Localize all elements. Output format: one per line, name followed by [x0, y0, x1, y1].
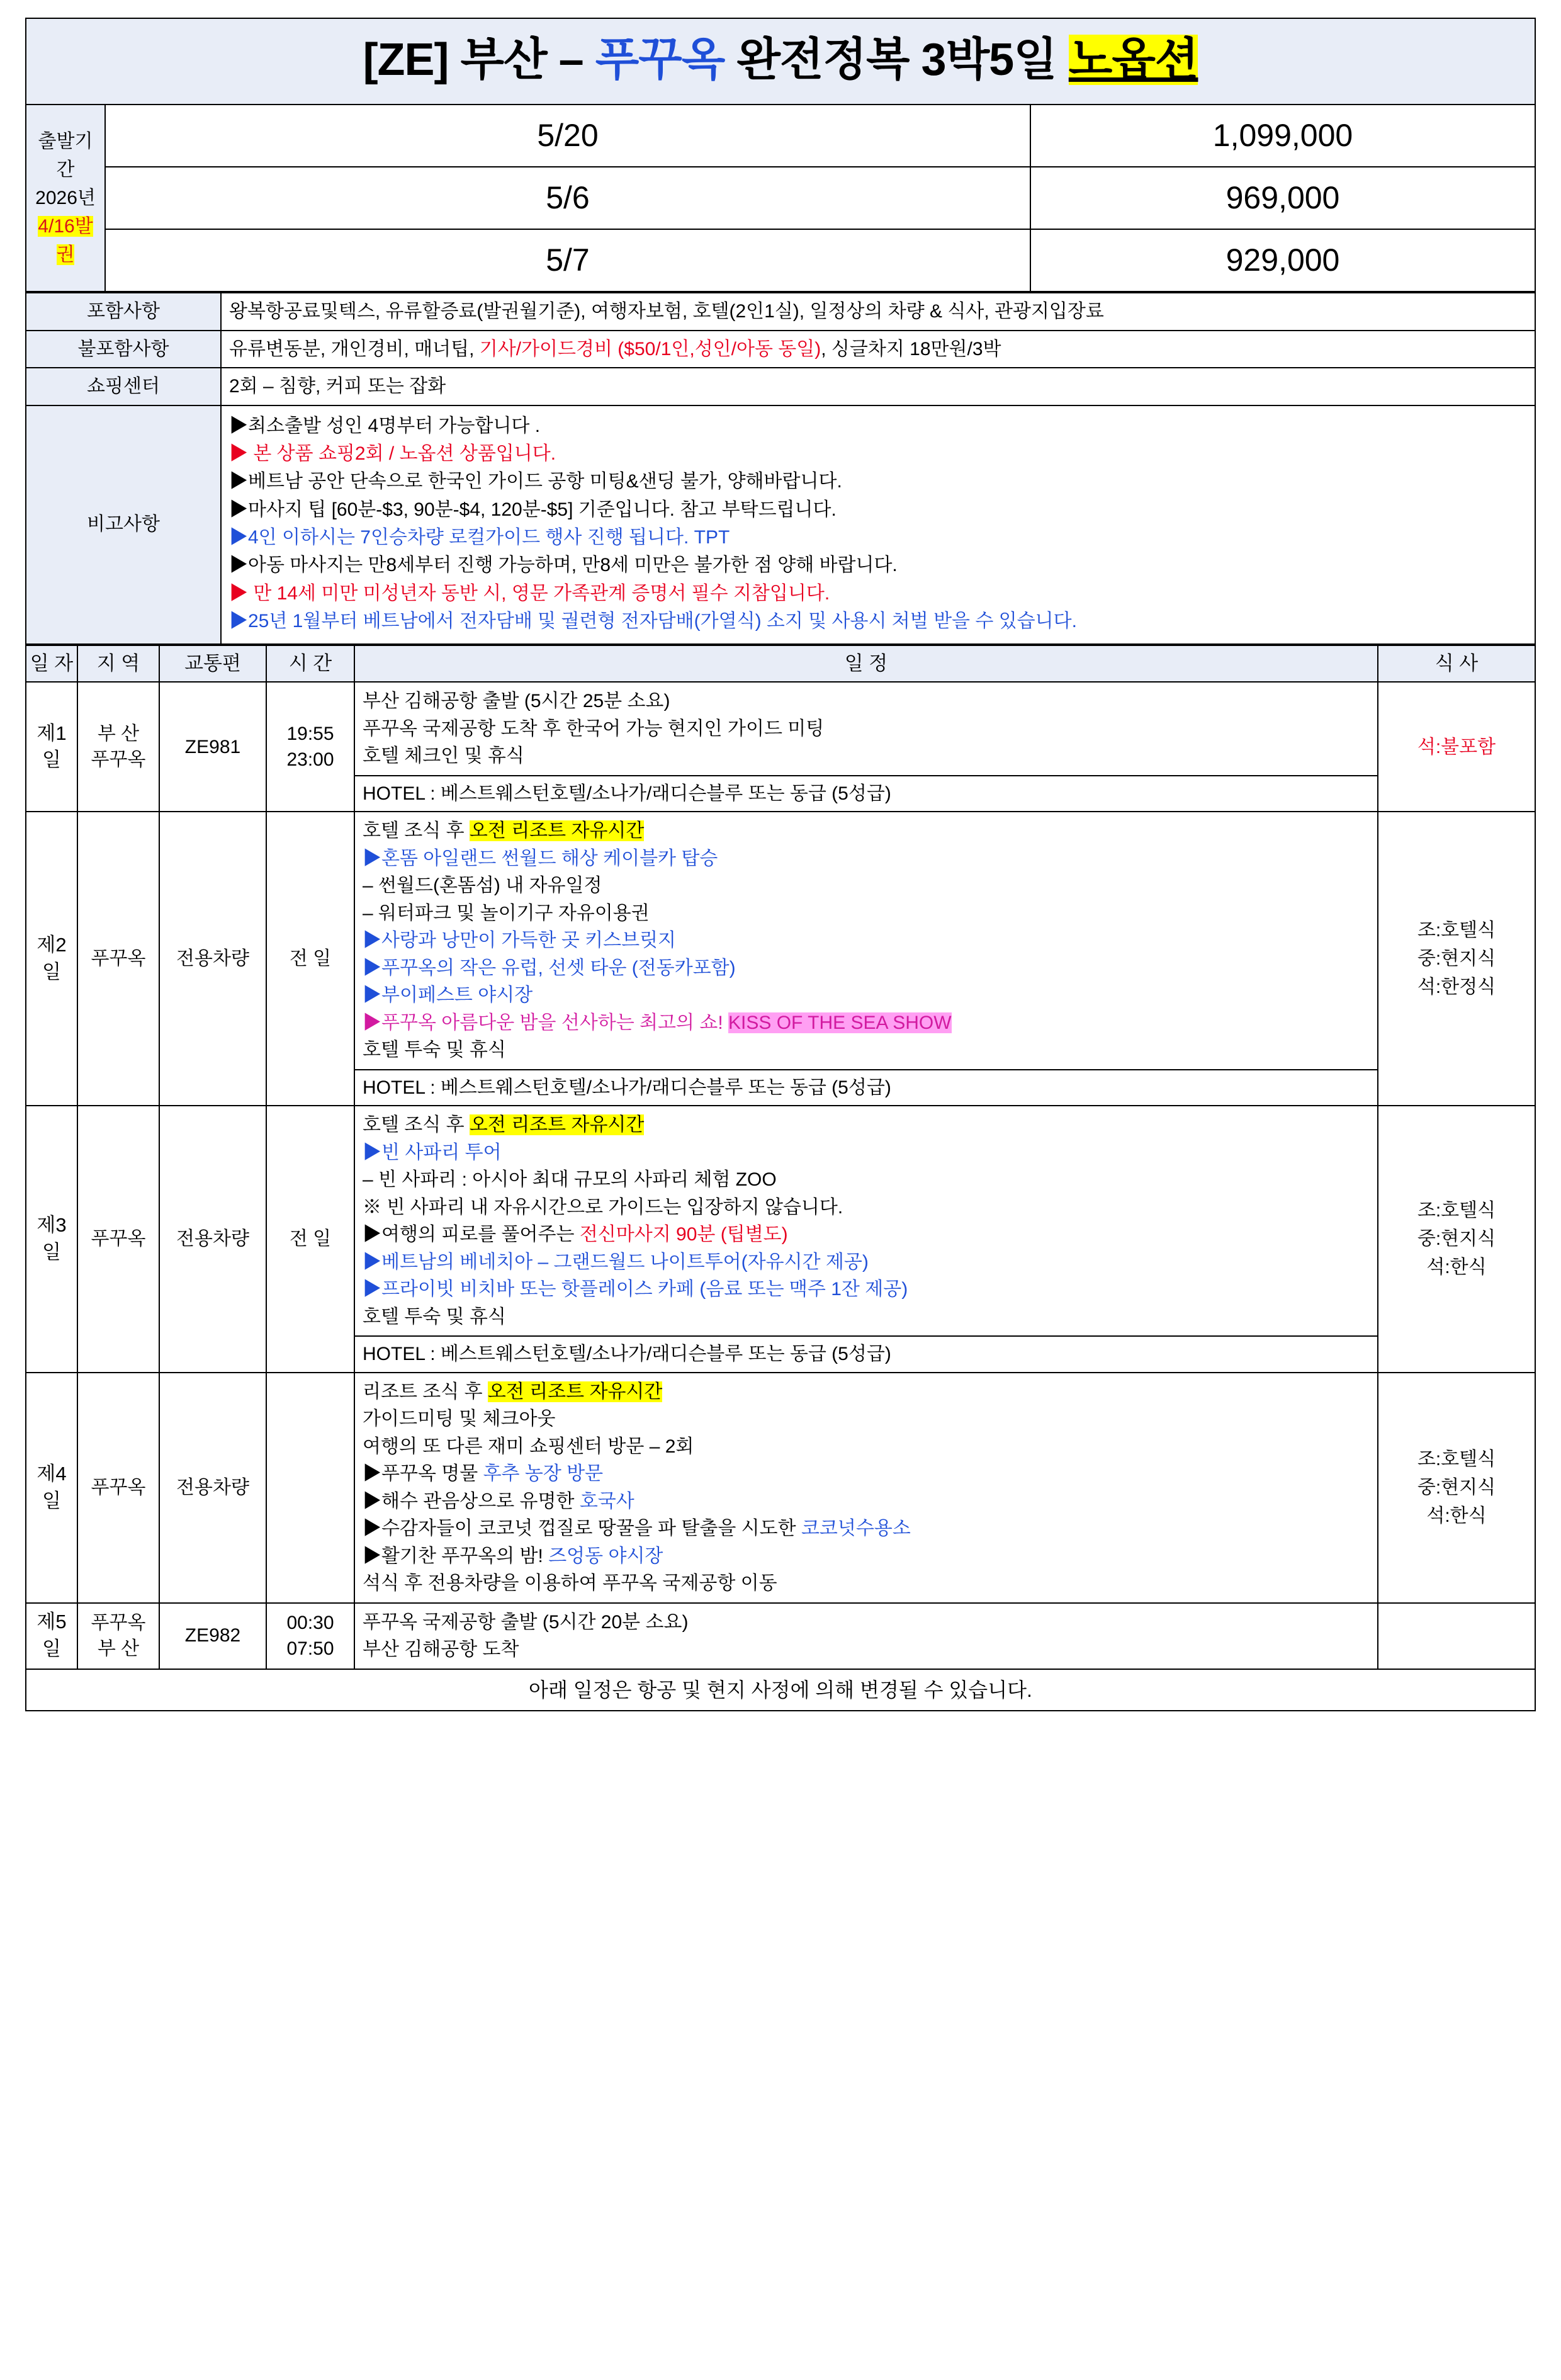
schedule-line: 부산 김해공항 도착: [363, 1639, 519, 1660]
excluded-guide-fee: 기사/가이드경비 ($50/1인,성인/아동 동일): [479, 338, 821, 360]
meal-item: 조:호텔식: [1417, 920, 1496, 941]
schedule-line: 호텔 투숙 및 휴식: [363, 1306, 506, 1327]
schedule-line: [363, 1460, 1370, 1488]
included-row: [26, 293, 1535, 330]
schedule-line: ▶혼똠 아일랜드 썬월드 해상 케이블카 탑승: [363, 847, 718, 869]
schedule-line: 푸꾸옥 국제공항 도착 후 한국어 가능 현지인 가이드 미팅: [363, 718, 825, 739]
schedule-line: ▶빈 사파리 투어: [363, 1142, 502, 1163]
price-row-1: [26, 105, 1535, 167]
schedule-line: ※ 빈 사파리 내 자유시간으로 가이드는 입장하지 않습니다.: [363, 1196, 843, 1218]
schedule-line-text: ▶활기찬 푸꾸옥의 밤!: [363, 1545, 549, 1567]
table-row: [26, 812, 1535, 1070]
hotel-info: HOTEL : 베스트웨스턴호텔/소나가/래디슨블루 또는 동급 (5성급): [354, 776, 1378, 812]
table-row: [26, 1603, 1535, 1669]
itinerary-footer-note: 아래 일정은 항공 및 현지 사정에 의해 변경될 수 있습니다.: [26, 1669, 1535, 1711]
note-item: ▶ 본 상품 쇼핑2회 / 노옵션 상품입니다.: [229, 443, 556, 464]
notes-label: 비고사항: [26, 405, 221, 644]
day-time: 전 일: [266, 1106, 354, 1372]
schedule-line: [363, 1488, 1370, 1516]
shopping-row: [26, 368, 1535, 405]
departure-ticket-date: 4/16발권: [38, 216, 93, 266]
schedule-line: [363, 1009, 1370, 1037]
schedule-line: 여행의 또 다른 재미 쇼핑센터 방문 – 2회: [363, 1436, 694, 1457]
col-header-region: 지 역: [77, 645, 159, 683]
schedule-line-text: 리조트 조식 후: [363, 1381, 488, 1402]
day-region: 푸꾸옥: [77, 812, 159, 1106]
day-meals: [1378, 682, 1535, 812]
note-item: ▶25년 1월부터 베트남에서 전자담배 및 궐련형 전자담배(가열식) 소지 및 사용시 처벌 받을 수 있습니다.: [229, 611, 1077, 632]
schedule-line-highlight: 오전 리조트 자유시간: [469, 1114, 645, 1136]
day-label: 제5일: [26, 1603, 77, 1669]
day-region: 푸꾸옥: [77, 1373, 159, 1603]
day-meals: [1378, 812, 1535, 1106]
col-header-day: 일 자: [26, 645, 77, 683]
schedule-line-emphasis: 즈엉동 야시장: [548, 1545, 663, 1567]
schedule-line-text: ▶해수 관음상으로 유명한: [363, 1490, 580, 1512]
price-row-3: [26, 229, 1535, 292]
schedule-line: 호텔 투숙 및 휴식: [363, 1040, 506, 1061]
schedule-line: [363, 1543, 1370, 1570]
col-header-schedule: 일 정: [354, 645, 1378, 683]
schedule-line: – 워터파크 및 놀이기구 자유이용권: [363, 902, 650, 924]
table-row: [26, 1106, 1535, 1336]
day-region: 부 산 푸꾸옥: [77, 682, 159, 812]
day-meals: [1378, 1106, 1535, 1372]
schedule-line: ▶베트남의 베네치아 – 그랜드월드 나이트투어(자유시간 제공): [363, 1251, 869, 1272]
day-transport: ZE981: [159, 682, 266, 812]
schedule-line: 호텔 체크인 및 휴식: [363, 745, 524, 767]
day-region: 푸꾸옥 부 산: [77, 1603, 159, 1669]
schedule-line-text: ▶푸꾸옥 아름다운 밤을 선사하는 최고의 쇼!: [363, 1012, 729, 1033]
schedule-line-text: 호텔 조식 후: [363, 1114, 470, 1136]
excluded-label: 불포함사항: [26, 331, 221, 368]
title-prefix: [ZE] 부산 –: [363, 35, 595, 85]
itinerary-header-row: [26, 645, 1535, 683]
day-label: 제2일: [26, 812, 77, 1106]
meal-item: 중:현지식: [1417, 948, 1496, 970]
schedule-line: 석식 후 전용차량을 이용하여 푸꾸옥 국제공항 이동: [363, 1573, 777, 1594]
day-meals: [1378, 1603, 1535, 1669]
day-transport: ZE982: [159, 1603, 266, 1669]
note-item: ▶마사지 팁 [60분-$3, 90분-$4, 120분-$5] 기준입니다. 참고 부탁드립니다.: [229, 499, 837, 520]
shopping-label: 쇼핑센터: [26, 368, 221, 405]
meal-item: 중:현지식: [1417, 1477, 1496, 1499]
schedule-line: ▶부이페스트 야시장: [363, 985, 533, 1006]
schedule-line: ▶프라이빗 비치바 또는 핫플레이스 카페 (음료 또는 맥주 1잔 제공): [363, 1279, 908, 1300]
schedule-line-emphasis: 코코넛수용소: [801, 1518, 911, 1539]
schedule-line-emphasis: 후추 농장 방문: [483, 1463, 604, 1485]
excluded-row: [26, 331, 1535, 368]
day-transport: 전용차량: [159, 812, 266, 1106]
departure-label-line1: 출발기간: [38, 131, 93, 181]
title-row: [26, 18, 1535, 105]
schedule-line: 푸꾸옥 국제공항 출발 (5시간 20분 소요): [363, 1611, 689, 1633]
meal-item: 석:한식: [1426, 1505, 1487, 1527]
excluded-pre: 유류변동분, 개인경비, 매너팁,: [229, 338, 480, 360]
excluded-value: [221, 331, 1535, 368]
meal-item: 조:호텔식: [1417, 1449, 1496, 1470]
meal-item: 중:현지식: [1417, 1228, 1496, 1250]
col-header-time: 시 간: [266, 645, 354, 683]
included-label: 포함사항: [26, 293, 221, 330]
notes-row: [26, 405, 1535, 644]
schedule-line-emphasis: 호국사: [579, 1490, 634, 1512]
note-item: ▶최소출발 성인 4명부터 가능합니다 .: [229, 415, 541, 436]
title-badge: 노옵션: [1068, 35, 1198, 85]
included-value: 왕복항공료및텍스, 유류할증료(발권월기준), 여행자보험, 호텔(2인1실), 일정상의 차량 & 식사, 관광지입장료: [221, 293, 1535, 330]
meal-item: 석:한식: [1426, 1257, 1487, 1278]
day-schedule: [354, 1603, 1378, 1669]
day-label: 제1일: [26, 682, 77, 812]
meal-item: 조:호텔식: [1417, 1200, 1496, 1221]
day-label: 제4일: [26, 1373, 77, 1603]
schedule-line: [363, 817, 1370, 845]
table-row: [26, 1373, 1535, 1603]
note-item: ▶아동 마사지는 만8세부터 진행 가능하며, 만8세 미만은 불가한 점 양해 바랍니다.: [229, 555, 898, 576]
day-time: [266, 1373, 354, 1603]
day-transport: 전용차량: [159, 1106, 266, 1372]
day-meals: [1378, 1373, 1535, 1603]
title-mid: 완전정복 3박5일: [724, 35, 1069, 85]
itinerary-footer-row: [26, 1669, 1535, 1711]
shopping-value: 2회 – 침향, 커피 또는 잡화: [221, 368, 1535, 405]
departure-price-2: 969,000: [1030, 167, 1535, 229]
schedule-line-text: ▶푸꾸옥 명물: [363, 1463, 483, 1485]
schedule-line-emphasis: 전신마사지 90분 (팁별도): [579, 1224, 788, 1245]
day-time: 전 일: [266, 812, 354, 1106]
schedule-line: [363, 1221, 1370, 1249]
schedule-line: 가이드미팅 및 체크아웃: [363, 1408, 556, 1430]
title-destination: 푸꾸옥: [595, 35, 725, 85]
hotel-info: HOTEL : 베스트웨스턴호텔/소나가/래디슨블루 또는 동급 (5성급): [354, 1336, 1378, 1372]
col-header-transport: 교통편: [159, 645, 266, 683]
hotel-info: HOTEL : 베스트웨스턴호텔/소나가/래디슨블루 또는 동급 (5성급): [354, 1070, 1378, 1106]
day-schedule: [354, 812, 1378, 1070]
day-label: 제3일: [26, 1106, 77, 1372]
schedule-line: [363, 1515, 1370, 1543]
schedule-line-text: 호텔 조식 후: [363, 820, 470, 842]
departure-date-3: 5/7: [105, 229, 1030, 292]
departure-price-3: 929,000: [1030, 229, 1535, 292]
schedule-line: [363, 1111, 1370, 1139]
schedule-line-highlight: KISS OF THE SEA SHOW: [728, 1012, 952, 1033]
price-row-2: [26, 167, 1535, 229]
col-header-meals: 식 사: [1378, 645, 1535, 683]
table-row: [26, 682, 1535, 776]
schedule-line: ▶사랑과 낭만이 가득한 곳 키스브릿지: [363, 930, 677, 951]
schedule-line-highlight: 오전 리조트 자유시간: [487, 1381, 663, 1402]
departure-date-2: 5/6: [105, 167, 1030, 229]
day-region: 푸꾸옥: [77, 1106, 159, 1372]
meal-item: 석:불포함: [1417, 736, 1496, 757]
excluded-post: , 싱글차지 18만원/3박: [821, 338, 1001, 360]
schedule-line: – 썬월드(혼똠섬) 내 자유일정: [363, 875, 602, 897]
departure-price-1: 1,099,000: [1030, 105, 1535, 167]
header-price-table: [25, 18, 1536, 292]
itinerary-table: [25, 645, 1536, 1711]
schedule-line: – 빈 사파리 : 아시아 최대 규모의 사파리 체험 ZOO: [363, 1169, 777, 1191]
meal-item: 석:한정식: [1417, 977, 1496, 998]
schedule-line: ▶푸꾸옥의 작은 유럽, 선셋 타운 (전동카포함): [363, 957, 736, 978]
schedule-line: 부산 김해공항 출발 (5시간 25분 소요): [363, 691, 670, 712]
day-schedule: [354, 1106, 1378, 1336]
departure-period-label: [26, 105, 105, 292]
schedule-line-text: ▶수감자들이 코코넛 껍질로 땅꿀을 파 탈출을 시도한: [363, 1518, 801, 1539]
note-item: ▶ 만 14세 미만 미성년자 동반 시, 영문 가족관계 증명서 필수 지참입니다.: [229, 582, 830, 604]
departure-date-1: 5/20: [105, 105, 1030, 167]
note-item: ▶4인 이하시는 7인승차량 로컬가이드 행사 진행 됩니다. TPT: [229, 527, 730, 548]
schedule-line: [363, 1378, 1370, 1406]
note-item: ▶베트남 공안 단속으로 한국인 가이드 공항 미팅&샌딩 불가, 양해바랍니다.: [229, 471, 842, 492]
day-time: 19:55 23:00: [266, 682, 354, 812]
page-title: [26, 18, 1535, 105]
day-time: 00:30 07:50: [266, 1603, 354, 1669]
info-table: [25, 292, 1536, 644]
notes-value: [221, 405, 1535, 644]
day-transport: 전용차량: [159, 1373, 266, 1603]
departure-label-line2: 2026년: [35, 188, 96, 209]
schedule-line-highlight: 오전 리조트 자유시간: [469, 820, 645, 842]
day-schedule: [354, 682, 1378, 776]
day-schedule: [354, 1373, 1378, 1603]
schedule-line-text: ▶여행의 피로를 풀어주는: [363, 1224, 580, 1245]
